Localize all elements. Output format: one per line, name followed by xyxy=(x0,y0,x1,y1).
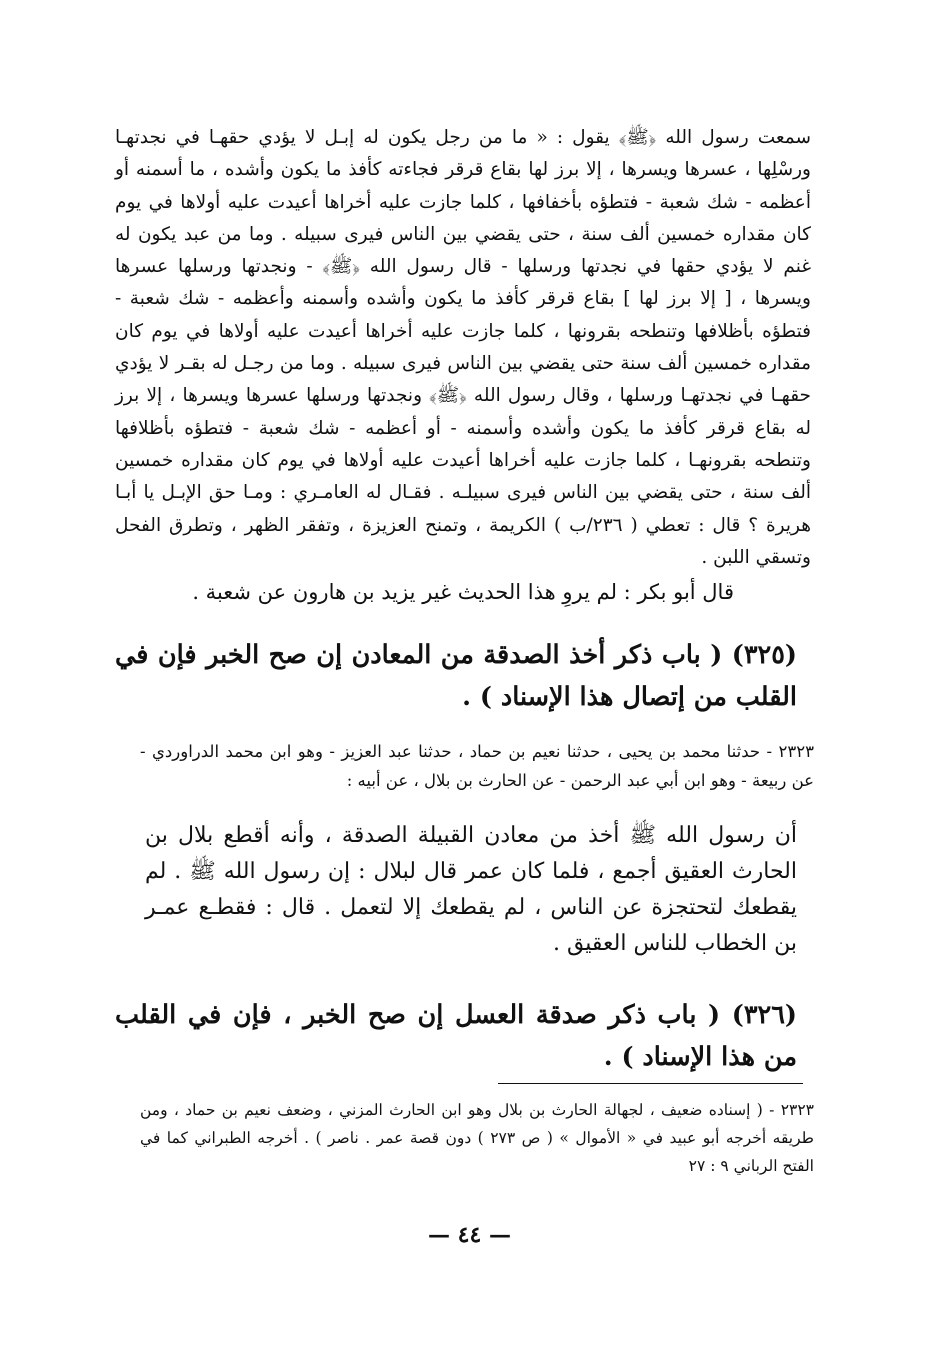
page-number: — ٤٤ — xyxy=(428,1222,511,1248)
chapter-heading-325: (٣٢٥) ( باب ذكر أخذ الصدقة من المعادن إن صح الخبر فإن في القلب من إتصال هذا الإسناد ) . xyxy=(115,640,797,712)
hadith-matn-2323: أن رسول الله ﷺ أخذ من معادن القبيلة الصدقة ، وأنه أقطع بلال بن الحارث العقيق أجمع ، فلما كان عمر قال لبلال : إن رسول الله ﷺ . لم يقطعك لتحتجزة عن الناس ، لم يقطعك إلا لتعمل . قال : فقطـع عمـر بن الخطاب للناس العقيق . xyxy=(145,823,797,956)
footnote-2323: ٢٣٢٣ - ( إسناده ضعيف ، لجهالة الحارث بن بلال وهو ابن الحارث المزني ، وضعف نعيم بن حماد ، ومن طريقه أخرجه أبو عبيد في « الأموال » ( ص ٢٧٣ ) دون قصة عمر . ناصر ) . أخرجه الطبراني كما في الفتح الرباني ٩ : ٢٧ xyxy=(140,1101,814,1175)
abu-bakr-note: قال أبو بكر : لم يروِ هذا الحديث غير يزيد بن هارون عن شعبة . xyxy=(192,580,734,604)
hadith-isnad-2323: ٢٣٢٣ - حدثنا محمد بن يحيى ، حدثنا نعيم بن حماد ، حدثنا عبد العزيز - وهو ابن محمد الدراوردي - عن ربيعة - وهو ابن أبي عبد الرحمن - عن الحارث بن بلال ، عن أبيه : xyxy=(140,742,814,790)
chapter-heading-326: (٣٢٦) ( باب ذكر صدقة العسل إن صح الخبر ، فإن في القلب من هذا الإسناد ) . xyxy=(115,1000,797,1072)
footnote-divider xyxy=(498,1083,803,1084)
hadith-text-continued: سمعت رسول الله ﴿ﷺ﴾ يقول : « ما من رجل يكون له إبـل لا يؤدي حقهـا في نجدتهـا ورسْلِها ، عسرها ويسرها ، إلا برز لها بقاع قرقر فجاءته كأفذ ما يكون وأشده ، ما أسمنه أو أعظمه - شك شعبة - فتطؤه بأخفافها ، كلما جازت عليه أخراها أعيدت عليه أولاها في يوم كان مقداره خمسين ألف سنة ، حتى يقضي بين الناس فيرى سبيله . وما من عبد يكون له غنم لا يؤدي حقها في نجدتها ورسلها - قال رسول الله ﴿ﷺ﴾ - ونجدتها ورسلها عسرها ويسرها ، [ إلا برز لها ] بقاع قرقر كأفذ ما يكون وأشده وأسمنه وأعظمه - شك شعبة - فتطؤه بأظلافها وتنطحه بقرونها ، كلما جازت عليه أخراها أعيدت عليه أولاها في يوم كان مقداره خمسين ألف سنة حتى يقضي بين الناس فيرى سبيله . وما من رجـل له بقـر لا يؤدي حقهـا في نجدتهـا ورسلها ، وقال رسول الله ﴿ﷺ﴾ ونجدتها ورسلها عسرها ويسرها ، إلا برز له بقاع قرقر كأفذ ما يكون وأشده وأسمنه - أو أعظمه - شك شعبة - فتطؤه بأظلافها وتنطحه بقرونهـا ، كلما جازت عليه أخراها أعيدت عليه أولاها في يوم كان مقداره خمسين ألف سنة ، حتى يقضي بين الناس فيرى سبيلـه . فقـال له العامـري : ومـا حق الإبـل يا أبـا هريرة ؟ قال : تعطي ( ٢٣٦/ب ) الكريمة ، وتمنح العزيزة ، وتفقر الظهر ، وتطرق الفحل وتسقي اللبن . xyxy=(115,127,811,568)
